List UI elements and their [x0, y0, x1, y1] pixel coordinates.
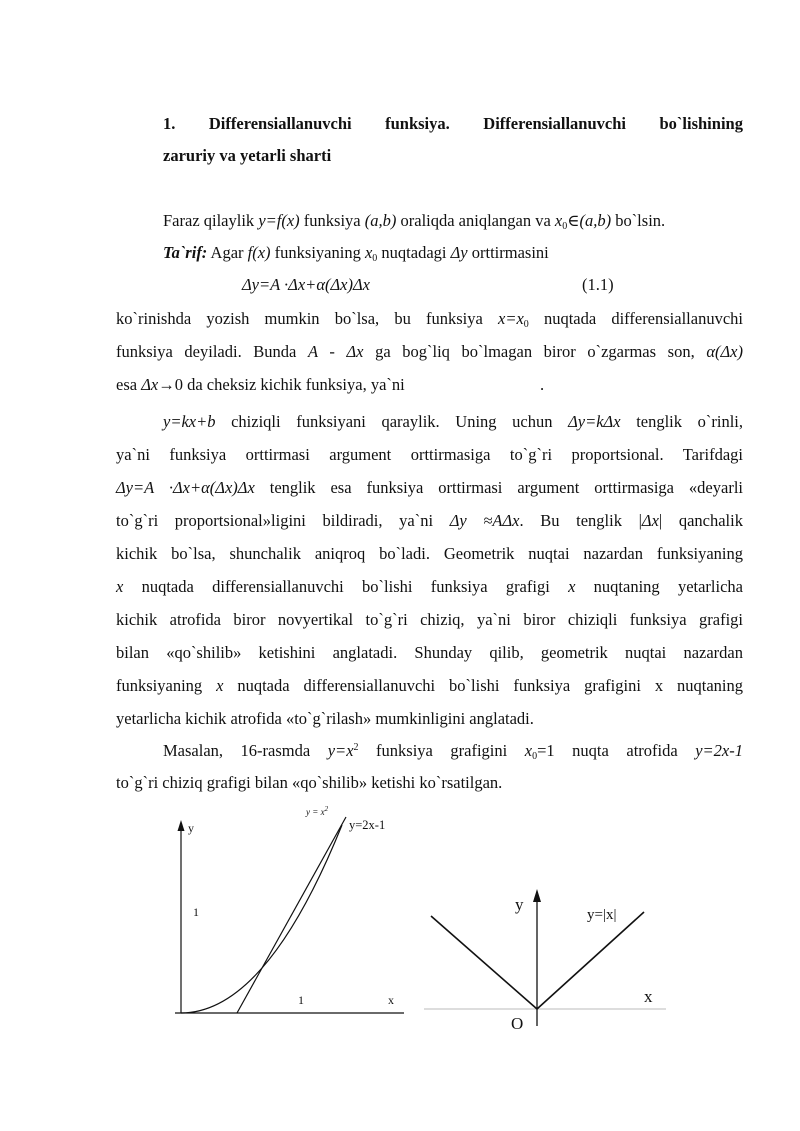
para1-l2-a: A - Δx — [307, 342, 364, 361]
right-fig-y-label: y — [515, 895, 524, 914]
para1-l2-alpha: α(Δx) — [706, 342, 743, 361]
intro-text-2: funksiya — [299, 211, 365, 230]
para1-l1-eq: x=x — [498, 309, 524, 328]
para2-l1-text: chiziqli funksiyani qaraylik. Uning uchun — [215, 412, 569, 431]
intro-interval: (a,b) — [364, 211, 397, 230]
para3-l1-x0: x — [524, 741, 533, 760]
para2-l4-text3: | qanchalik — [658, 511, 743, 530]
para2-l9-text2: nuqtada differensiallanuvchi bo`lishi funksiya grafigini x nuqtaning — [223, 676, 743, 695]
intro-text-4: bo`lsin. — [611, 211, 666, 230]
para1-l3-text: esa — [116, 375, 142, 394]
section-heading-line2: zaruriy va yetarli sharti — [163, 146, 332, 165]
para2-l1-eq2: Δy=kΔx — [568, 412, 621, 431]
para1-l3-dx: Δx — [141, 375, 159, 394]
para2-l9-text: funksiyaning — [116, 676, 217, 695]
heading-word-3: funksiya. — [385, 114, 450, 133]
para1-l1-text: ko`rinishda yozish mumkin bo`lsa, bu funksiya — [116, 309, 498, 328]
para1-l1-text2: nuqtada differensiallanuvchi — [528, 309, 743, 328]
para2-line10: yetarlicha kichik atrofida «to`g`rilash» mumkinligini anglatadi. — [116, 709, 534, 728]
def-text-3: nuqtadagi — [377, 243, 451, 262]
para2-l4-dx: Δx — [641, 511, 659, 530]
heading-word-5: bo`lishining — [659, 114, 743, 133]
formula-number: (1.1) — [582, 275, 614, 294]
para2-l9-x: x — [216, 676, 224, 695]
para2-line5: kichik bo`lsa, shunchalik aniqroq bo`ladi. Geometrik nuqtai nazardan funksiyaning — [116, 544, 743, 563]
def-x0: x — [364, 243, 373, 262]
def-func: f(x) — [247, 243, 271, 262]
def-text-1: Agar — [207, 243, 248, 262]
heading-word-1: 1. — [163, 114, 176, 133]
para2-line8: bilan «qo`shilib» ketishini anglatadi. Shunday qilib, geometrik nuqtai nazardan — [116, 643, 743, 662]
intro-func: y=f(x) — [258, 211, 300, 230]
right-fig-origin-label: O — [511, 1014, 524, 1033]
left-fig-tangent-line — [237, 817, 346, 1013]
def-delta-y: Δy — [450, 243, 468, 262]
intro-text-3: oraliqda aniqlangan va — [396, 211, 555, 230]
para3-line2: to`g`ri chiziq grafigi bilan «qo`shilib» ketishi ko`rsatilgan. — [116, 773, 503, 792]
para3-l1-text: Masalan, 16-rasmda — [163, 741, 328, 760]
para2-line2: ya`ni funksiya orttirmasi argument orttirmasiga to`g`ri proportsional. Tarifdagi — [116, 445, 743, 464]
left-fig-line-label: y=2x-1 — [349, 818, 386, 832]
para3-l1-text3: =1 nuqta atrofida — [537, 741, 696, 760]
left-fig-parabola-curve — [181, 825, 342, 1013]
formula-text: Δy=A ·Δx+α(Δx)Δx — [242, 275, 370, 294]
para2-l6-text2: nuqtaning yetarlicha — [575, 577, 743, 596]
para3-l1-line: y=2x-1 — [695, 741, 743, 760]
intro-x0-sub: 0 — [562, 221, 568, 232]
para2-l3-eq: Δy=A ·Δx+α(Δx)Δx — [116, 478, 255, 497]
right-fig-y-arrow — [533, 889, 541, 902]
para2-l6-x: x — [116, 577, 124, 596]
para2-l6-text: nuqtada differensiallanuvchi bo`lishi funksiya grafigi — [123, 577, 569, 596]
def-x0-sub: 0 — [372, 253, 378, 264]
para1-line3-period: . — [540, 375, 545, 394]
intro-text-1: Faraz qilaylik — [163, 211, 259, 230]
definition-label: Ta`rif: — [163, 243, 208, 262]
intro-membership: ∈(a,b) — [567, 211, 612, 230]
left-fig-tick-y: 1 — [193, 905, 199, 919]
para1-l2-text2: ga bog`liq bo`lmagan biror o`zgarmas son, — [363, 342, 707, 361]
para2-line7: kichik atrofida biror novyertikal to`g`ri chiziq, ya`ni biror chiziqli funksiya grafigi — [116, 610, 743, 629]
right-fig-x-label: x — [644, 987, 653, 1006]
heading-word-2: Differensiallanuvchi — [208, 114, 352, 133]
left-fig-tick-x: 1 — [298, 993, 304, 1007]
para1-l2-text: funksiya deyiladi. Bunda — [116, 342, 308, 361]
para2-l4-text2: . Bu tenglik | — [519, 511, 642, 530]
left-fig-x-label: x — [388, 993, 394, 1007]
para1-l3-text2: →0 da cheksiz kichik funksiya, ya`ni — [158, 375, 405, 394]
left-fig-y-arrow — [178, 820, 185, 831]
right-fig-curve-label: y=|x| — [587, 907, 617, 923]
para3-l1-func: y=x — [327, 741, 354, 760]
left-fig-curve-label-text: y = x — [306, 807, 325, 817]
left-fig-curve-label — [305, 805, 329, 817]
left-fig-curve-label-sup: 2 — [324, 805, 329, 813]
para3-l1-sub: 0 — [532, 751, 538, 762]
def-text-2: funksiyaning — [270, 243, 365, 262]
para2-l4-text: to`g`ri proportsional»ligini bildiradi, ya`ni — [116, 511, 450, 530]
right-fig-right-branch — [537, 912, 644, 1009]
para2-l1-text2: tenglik o`rinli, — [620, 412, 743, 431]
right-fig-left-branch — [431, 916, 537, 1009]
para3-l1-sup: 2 — [353, 742, 359, 753]
para2-l4-approx: Δy ≈AΔx — [449, 511, 520, 530]
def-text-4: orttirmasini — [467, 243, 549, 262]
para2-l1-eq: y=kx+b — [163, 412, 216, 431]
intro-x0: x — [554, 211, 563, 230]
para2-l3-text: tenglik esa funksiya orttirmasi argument orttirmasiga «deyarli — [254, 478, 743, 497]
left-fig-y-label: y — [188, 821, 194, 835]
para1-l1-sub: 0 — [523, 319, 529, 330]
heading-word-4: Differensiallanuvchi — [483, 114, 626, 133]
para3-l1-text2: funksiya grafigini — [358, 741, 525, 760]
para2-l6-x2: x — [568, 577, 576, 596]
